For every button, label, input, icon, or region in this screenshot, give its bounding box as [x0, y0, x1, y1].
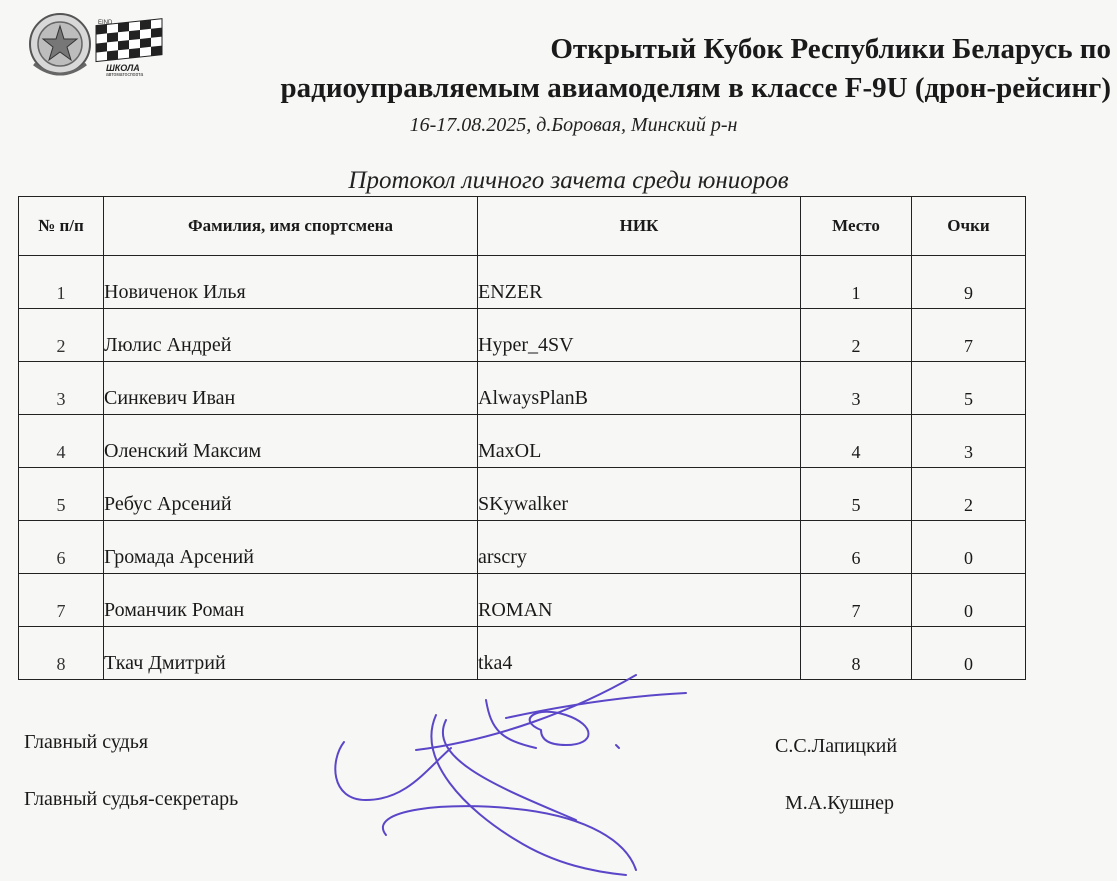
cell-nick: MaxOL: [478, 415, 801, 468]
cell-num: 8: [19, 627, 104, 680]
title-line-1: Открытый Кубок Республики Беларусь по: [550, 33, 1111, 65]
date-place-text: 16-17.08.2025, д.Боровая, Минский р-н: [409, 114, 738, 136]
header-num: № п/п: [19, 197, 104, 256]
table-row: [19, 256, 1026, 309]
cell-place: 1: [801, 256, 912, 309]
cell-num: 3: [19, 362, 104, 415]
chief-judge-name: С.С.Лапицкий: [775, 735, 898, 757]
date-place: [0, 114, 1117, 137]
cell-place: 4: [801, 415, 912, 468]
table-row: [19, 574, 1026, 627]
cell-points: 0: [912, 627, 1026, 680]
cell-num: 6: [19, 521, 104, 574]
cell-nick: tka4: [478, 627, 801, 680]
cell-nick: ENZER: [478, 256, 801, 309]
header-name: Фамилия, имя спортсмена: [104, 197, 478, 256]
cell-nick: AlwaysPlanB: [478, 362, 801, 415]
cell-points: 2: [912, 468, 1026, 521]
cell-place: 8: [801, 627, 912, 680]
cell-points: 9: [912, 256, 1026, 309]
signature-image: [326, 660, 696, 880]
signature-strokes: [335, 675, 686, 875]
cell-name: Люлис Андрей: [104, 309, 478, 362]
cell-points: 7: [912, 309, 1026, 362]
header-place: Место: [801, 197, 912, 256]
table-row: [19, 362, 1026, 415]
cell-place: 5: [801, 468, 912, 521]
cell-name: Ребус Арсений: [104, 468, 478, 521]
cell-name: Ткач Дмитрий: [104, 627, 478, 680]
header-nick: НИК: [478, 197, 801, 256]
cell-place: 7: [801, 574, 912, 627]
results-table: [18, 196, 1026, 680]
cell-nick: SKywalker: [478, 468, 801, 521]
title-line-2: радиоуправляемым авиамоделям в классе F-9U (дрон-рейсинг): [280, 72, 1111, 104]
cell-points: 5: [912, 362, 1026, 415]
secretary-name: М.А.Кушнер: [785, 792, 895, 814]
secretary-label: Главный судья-секретарь: [24, 788, 239, 810]
document-title: [131, 30, 1111, 108]
table-row: [19, 468, 1026, 521]
cell-nick: Hyper_4SV: [478, 309, 801, 362]
flag-text-top: EIND: [98, 20, 113, 26]
cell-num: 4: [19, 415, 104, 468]
cell-nick: ROMAN: [478, 574, 801, 627]
cell-name: Оленский Максим: [104, 415, 478, 468]
cell-num: 5: [19, 468, 104, 521]
chief-judge-label: Главный судья: [24, 731, 149, 753]
cell-num: 1: [19, 256, 104, 309]
cell-nick: arscry: [478, 521, 801, 574]
cell-name: Громада Арсений: [104, 521, 478, 574]
cell-name: Романчик Роман: [104, 574, 478, 627]
table-row: [19, 521, 1026, 574]
cell-place: 3: [801, 362, 912, 415]
cell-place: 2: [801, 309, 912, 362]
table-header-row: [19, 197, 1026, 256]
cell-name: Новиченок Илья: [104, 256, 478, 309]
cell-points: 0: [912, 521, 1026, 574]
table-row: [19, 309, 1026, 362]
header-points: Очки: [912, 197, 1026, 256]
protocol-title: Протокол личного зачета среди юниоров: [348, 167, 789, 194]
cell-num: 7: [19, 574, 104, 627]
cell-num: 2: [19, 309, 104, 362]
cell-points: 3: [912, 415, 1026, 468]
table-row: [19, 415, 1026, 468]
flag-subtext: автоматоспорта: [106, 72, 144, 76]
cell-place: 6: [801, 521, 912, 574]
cell-name: Синкевич Иван: [104, 362, 478, 415]
cell-points: 0: [912, 574, 1026, 627]
flag-text: ШКОЛА: [106, 63, 140, 73]
